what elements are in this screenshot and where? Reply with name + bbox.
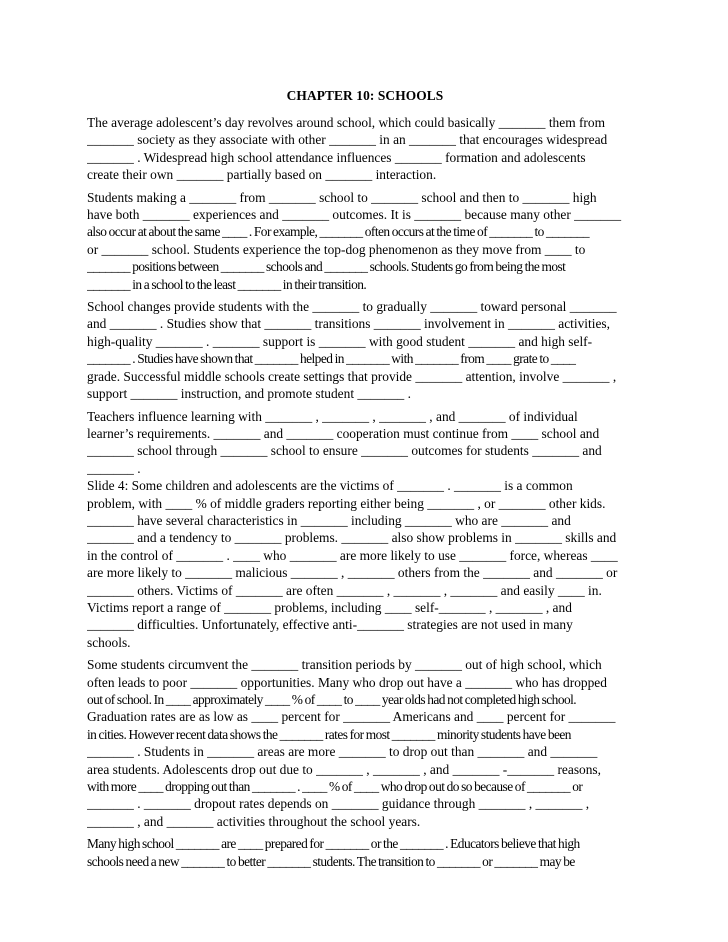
text-line: are more likely to _______ malicious _______ , _______ others from the _______ and _______ or (87, 565, 618, 581)
paragraph-teachers-bullying (87, 408, 643, 652)
text-line: _______ in a school to the least _______ in their transition. (87, 276, 367, 292)
text-line: School changes provide students with the _______ to gradually _______ toward personal _______ (87, 299, 617, 315)
text-line: _______ . Studies have shown that _______ helped in _______ with _______ from ____ grate to ____ (87, 351, 576, 367)
text-line: Students making a _______ from _______ school to _______ school and then to _______ high (87, 189, 597, 205)
text-line: schools need a new _______ to better _______ students. The transition to _______ or _______ may be (87, 853, 575, 869)
text-line: _______ . Widespread high school attendance influences _______ formation and adolescents (87, 149, 586, 165)
text-line: schools. (87, 634, 131, 650)
text-line: Many high school _______ are ____ prepared for _______ or the _______ . Educators believe that high (87, 836, 580, 852)
text-line: _______ . Students in _______ areas are more _______ to drop out than _______ and _______ (87, 744, 598, 760)
text-line: problem, with ____ % of middle graders reporting either being _______ , or _______ other kids. (87, 495, 606, 511)
text-line: Teachers influence learning with _______ , _______ , _______ , and _______ of individual (87, 408, 578, 424)
text-line: _______ society as they associate with other _______ in an _______ that encourages widespread (87, 132, 608, 148)
text-line: _______ positions between _______ schools and _______ schools. Students go from being the most (87, 259, 566, 275)
text-line: high-quality _______ . _______ support is _______ with good student _______ and high self- (87, 333, 593, 349)
text-line: _______ have several characteristics in _______ including _______ who are _______ and (87, 512, 571, 528)
text-line: The average adolescent’s day revolves around school, which could basically _______ them from (87, 115, 605, 130)
text-line: _______ school through _______ school to ensure _______ outcomes for students _______ and (87, 443, 602, 459)
text-line: often leads to poor _______ opportunities. Many who drop out have a _______ who has dropped (87, 674, 607, 690)
text-line: learner’s requirements. _______ and _______ cooperation must continue from ____ school and (87, 425, 600, 441)
text-line: in the control of _______ . ____ who _______ are more likely to use _______ force, whereas ____ (87, 547, 618, 563)
text-line: _______ and a tendency to _______ problems. _______ also show problems in _______ skills and (87, 530, 617, 546)
text-line: grade. Successful middle schools create settings that provide _______ attention, involve _______ , (87, 368, 617, 384)
paragraph-dropout (87, 656, 643, 830)
text-line: support _______ instruction, and promote student _______ . (87, 386, 411, 402)
text-line: Slide 4: Some children and adolescents are the victims of _______ . _______ is a common (87, 478, 573, 494)
text-line: _______ , and _______ activities throughout the school years. (87, 813, 421, 829)
text-line: _______ others. Victims of _______ are often _______ , _______ , _______ and easily ____ in. (87, 582, 602, 598)
text-line: Some students circumvent the _______ transition periods by _______ out of high school, which (87, 657, 602, 673)
text-line: _______ difficulties. Unfortunately, effective anti-_______ strategies are not used in many (87, 617, 573, 633)
text-line: in cities. However recent data shows the _______ rates for most _______ minority students have been (87, 726, 571, 742)
chapter-title: CHAPTER 10: SCHOOLS (286, 88, 444, 103)
document-page (87, 88, 643, 875)
paragraph-school-changes (87, 298, 643, 402)
text-line: have both _______ experiences and _______ outcomes. It is _______ because many other _______ (87, 207, 622, 223)
paragraph-college-transition (87, 835, 643, 870)
text-line: and _______ . Studies show that _______ transitions _______ involvement in _______ activities, (87, 316, 610, 332)
text-line: area students. Adolescents drop out due to _______ , _______ , and _______ -_______ reasons, (87, 761, 601, 777)
paragraph-daily-life (87, 114, 643, 184)
text-line: create their own _______ partially based on _______ interaction. (87, 167, 437, 183)
text-line: _______ . _______ dropout rates depends on _______ guidance through _______ , _______ , (87, 796, 590, 812)
text-line: with more ____ dropping out than _______ . ____ % of ____ who drop out do so because of _______ or (87, 779, 583, 795)
text-line: or _______ school. Students experience the top-dog phenomenon as they move from ____ to (87, 241, 586, 257)
text-line: Graduation rates are as low as ____ percent for _______ Americans and ____ percent for _______ (87, 709, 616, 725)
text-line: out of school. In ____ approximately ____ % of ____ to ____ year olds had not completed high school. (87, 692, 577, 707)
paragraph-transitions (87, 189, 643, 293)
text-line: _______ . (87, 460, 141, 476)
text-line: Victims report a range of _______ problems, including ____ self-_______ , _______ , and (87, 599, 572, 615)
text-line: also occur at about the same ____ . For example, _______ often occurs at the time of _______ to _______ (87, 224, 590, 240)
